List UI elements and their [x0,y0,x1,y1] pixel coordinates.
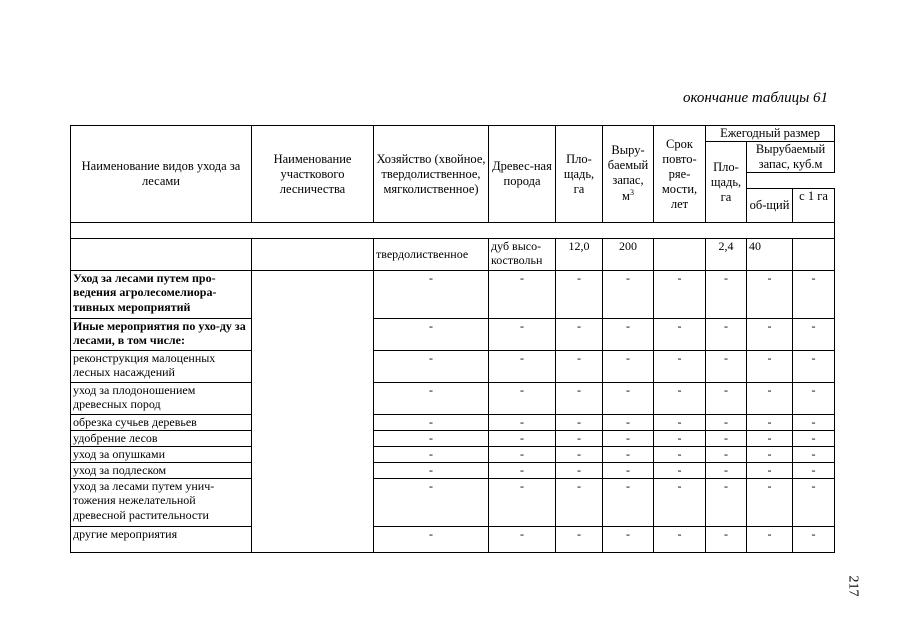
cell-species: дуб высо-коствольн [489,239,556,271]
value-cell: - [489,383,556,415]
row-name: Иные мероприятия по ухо-ду за лесами, в том числе: [71,319,252,351]
header-area: Пло-щадь, га [556,126,603,223]
value-cell: - [374,463,489,479]
value-cell: - [374,271,489,319]
value-cell: - [706,527,747,553]
value-cell: - [603,479,654,527]
value-cell: - [556,527,603,553]
row-name: уход за опушками [71,447,252,463]
value-cell: - [747,319,793,351]
value-cell: - [556,383,603,415]
value-cell: - [654,527,706,553]
value-cell: - [747,271,793,319]
row-name: другие мероприятия [71,527,252,553]
value-cell: - [747,479,793,527]
value-cell: - [556,319,603,351]
value-cell: - [654,479,706,527]
value-cell: - [706,351,747,383]
value-cell: - [793,415,835,431]
header-farm: Хозяйство (хвойное, твердолиственное, мягколиственное) [374,126,489,223]
value-cell: - [603,415,654,431]
table-row [71,415,835,431]
value-cell: - [374,527,489,553]
cell-annual-total: 40 [747,239,793,271]
forest-care-table [70,125,835,553]
row-name: реконструкция малоценных лесных насаждений [71,351,252,383]
value-cell: - [489,527,556,553]
value-cell: - [654,415,706,431]
value-cell: - [374,351,489,383]
value-cell: - [654,271,706,319]
value-cell: - [747,463,793,479]
row-name: обрезка сучьев деревьев [71,415,252,431]
value-cell: - [603,431,654,447]
value-cell: - [603,527,654,553]
table-row [71,447,835,463]
cell-area: 12,0 [556,239,603,271]
value-cell: - [556,479,603,527]
summary-row [71,239,835,271]
table-row [71,463,835,479]
value-cell: - [603,271,654,319]
value-cell: - [793,351,835,383]
value-cell: - [793,447,835,463]
table-row [71,351,835,383]
table-row [71,271,835,319]
cell-per-ha [793,239,835,271]
value-cell: - [556,447,603,463]
value-cell: - [374,415,489,431]
value-cell: - [489,479,556,527]
cell-stock: 200 [603,239,654,271]
value-cell: - [793,319,835,351]
value-cell: - [374,319,489,351]
value-cell: - [706,319,747,351]
value-cell: - [374,383,489,415]
cell-farm: твердолиственное [374,239,489,271]
value-cell: - [654,431,706,447]
value-cell: - [556,351,603,383]
value-cell: - [747,431,793,447]
table-caption: окончание таблицы 61 [682,90,828,106]
header-stock: Выру-баемый запас, $м^3$ [603,126,654,223]
value-cell: - [603,319,654,351]
value-cell: - [374,431,489,447]
value-cell: - [793,271,835,319]
value-cell: - [706,479,747,527]
value-cell: - [793,431,835,447]
header-period: Срок повто-ряе-мости, лет [654,126,706,223]
page-number: 217 [845,575,861,597]
value-cell: - [556,415,603,431]
row-name: уход за лесами путем унич-тожения нежелательной древесной растительности [71,479,252,527]
value-cell: - [556,431,603,447]
row-name: уход за плодоношением древесных пород [71,383,252,415]
value-cell: - [747,415,793,431]
value-cell: - [747,527,793,553]
header-species: Древес-ная порода [489,126,556,223]
value-cell: - [793,463,835,479]
value-cell: - [706,415,747,431]
row-name: уход за подлеском [71,463,252,479]
value-cell: - [489,319,556,351]
value-cell: - [793,527,835,553]
value-cell: - [793,479,835,527]
header-annual-area: Пло-щадь, га [706,142,747,223]
value-cell: - [489,463,556,479]
value-cell: - [654,463,706,479]
header-per-ha: с 1 га [793,189,835,223]
value-cell: - [603,383,654,415]
value-cell: - [654,447,706,463]
value-cell: - [706,431,747,447]
value-cell: - [603,447,654,463]
cell [252,239,374,271]
value-cell: - [793,383,835,415]
cell-period [654,239,706,271]
cell-annual-area: 2,4 [706,239,747,271]
value-cell: - [556,271,603,319]
value-cell: - [747,351,793,383]
row-name: удобрение лесов [71,431,252,447]
value-cell: - [654,319,706,351]
value-cell: - [374,447,489,463]
value-cell: - [489,431,556,447]
row-name: Уход за лесами путем про-ведения агролесомелиора-тивных мероприятий [71,271,252,319]
header-care-type: Наименование видов ухода за лесами [71,126,252,223]
value-cell: - [747,383,793,415]
value-cell: - [489,271,556,319]
table-row [71,479,835,527]
value-cell: - [489,351,556,383]
value-cell: - [654,383,706,415]
value-cell: - [706,463,747,479]
value-cell: - [706,447,747,463]
table-row [71,383,835,415]
value-cell: - [374,479,489,527]
value-cell: - [603,351,654,383]
header-forestry: Наименование участкового лесничества [252,126,374,223]
table-row [71,527,835,553]
value-cell: - [489,447,556,463]
header-annual: Ежегодный размер [706,126,835,142]
value-cell: - [489,415,556,431]
spacer-row [71,223,835,239]
forestry-cell [252,271,374,553]
header-annual-total: об-щий [747,189,793,223]
header-annual-stock: Вырубаемый запас, куб.м [747,142,835,173]
value-cell: - [654,351,706,383]
value-cell: - [747,447,793,463]
table-row [71,319,835,351]
value-cell: - [706,271,747,319]
table-row [71,431,835,447]
cell [71,239,252,271]
value-cell: - [706,383,747,415]
value-cell: - [603,463,654,479]
value-cell: - [556,463,603,479]
